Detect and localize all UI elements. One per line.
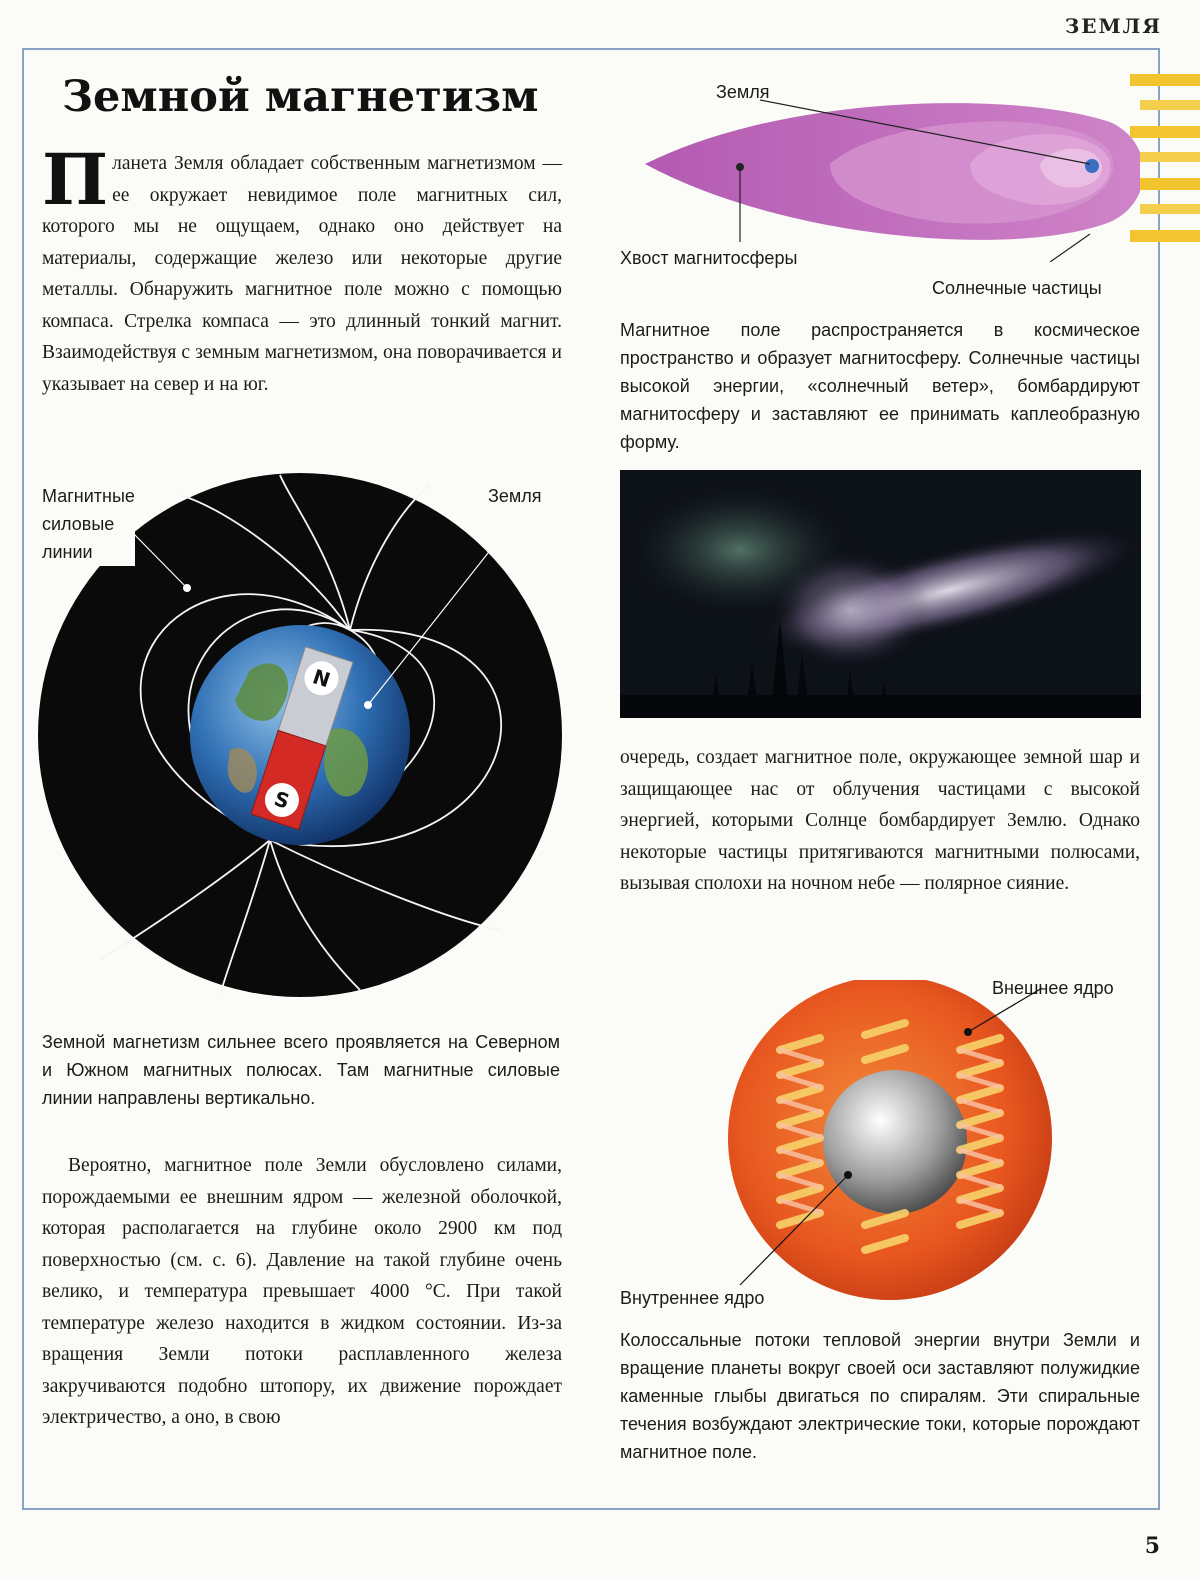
south-pole-label: S <box>271 786 293 814</box>
label-outer-core: Внешнее ядро <box>992 978 1114 998</box>
inner-core <box>823 1070 967 1214</box>
label-earth-magnetosphere: Земля <box>716 82 770 102</box>
label-magnetic-lines: Магнитные силовые линии <box>42 482 135 566</box>
solar-particles-stripes <box>1130 72 1200 252</box>
label-solar-particles: Солнечные частицы <box>932 278 1102 298</box>
aurora-photo <box>620 470 1141 718</box>
label-inner-core: Внутреннее ядро <box>620 1288 765 1308</box>
dropcap-letter: П <box>42 138 109 221</box>
north-pole-label: N <box>309 664 334 693</box>
solar-pointer <box>1050 234 1090 262</box>
running-head: ЗЕМЛЯ <box>1064 14 1162 38</box>
intro-paragraph <box>42 138 562 400</box>
page-title: Земной магнетизм <box>62 72 539 122</box>
field-caption: Земной магнетизм сильнее всего проявляется на Северном и Южном магнитных полюсах. Там магнитные силовые линии направлены вертикально. <box>42 1032 560 1108</box>
label-earth-field: Земля <box>488 482 542 510</box>
body-text: Вероятно, магнитное поле Земли обусловлено силами, порождаемыми ее внешним ядром — железной оболочкой, которая располагается на глубине около 2900 км под поверхностью (см. с. 6). Давление на такой глубине очень велико, и температура превышает 4000 °С. При такой температуре железо находится в жидком состоянии. Из-за вращения Земли потоки расплавленного железа закручиваются подобно штопору, их движение порождает электричество, а оно, в свою <box>42 1155 562 1428</box>
label-magnetosphere-tail: Хвост магнитосферы <box>620 248 798 268</box>
intro-text: ланета Земля обладает собственным магнетизмом — ее окружает невидимое поле магнитных сил, которого мы не ощущаем, однако оно действует на материалы, содержащие железо или некоторые другие металлы. Обнаружить магнитное поле можно с помощью компаса. Стрелка компаса — это длинный тонкий магнит. Взаимодействуя с земным магнетизмом, она поворачивается и указывает на север и на юг. <box>42 153 562 395</box>
core-caption: Колоссальные потоки тепловой энергии внутри Земли и вращение планеты вокруг своей оси заставляют полужидкие каменные глыбы двигаться по спиралям. Эти спиральные течения возбуждают электрические токи, которые порождают магнитное поле. <box>620 1330 1140 1462</box>
magnetosphere-caption: Магнитное поле распространяется в космическое пространство и образует магнитосферу. Солнечные частицы высокой энергии, «солнечный ветер», бомбардируют магнитосферу и заставляют ее принимать каплеобразную форму. <box>620 320 1140 452</box>
magnetosphere-figure <box>640 82 1140 262</box>
body-paragraph <box>42 1150 562 1434</box>
earth-core-figure <box>720 980 1060 1310</box>
magnetosphere-earth <box>1085 159 1099 173</box>
body-continued-paragraph <box>620 742 1140 900</box>
page-number: 5 <box>1144 1533 1160 1559</box>
body-continued-text: очередь, создает магнитное поле, окружающее земной шар и защищающее нас от облучения частицами с высокой энергией, которыми Солнце бомбардирует Землю. Однако некоторые частицы притягиваются магнитными полюсами, вызывая сполохи на ночном небе — полярное сияние. <box>620 747 1140 894</box>
